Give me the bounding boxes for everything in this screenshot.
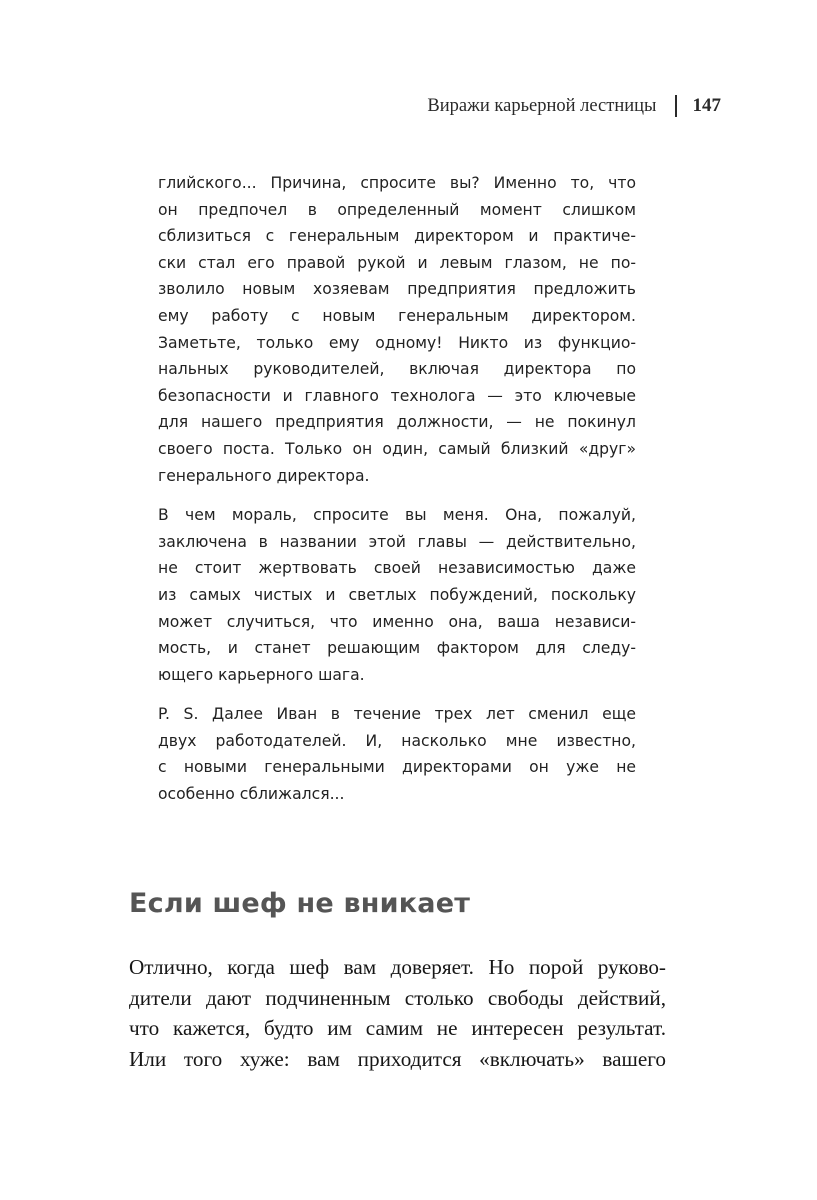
- text-line: Или того хуже: вам приходится «включать» вашего: [129, 1046, 666, 1071]
- text-line: дители дают подчиненным столько свободы действий,: [129, 985, 666, 1010]
- sidebar-paragraph: [158, 502, 636, 688]
- section-heading: Если шеф не вникает: [129, 888, 471, 919]
- text-line: безопасности и главного технолога — это ключевые: [158, 386, 636, 405]
- text-line: сблизиться с генеральным директором и практиче-: [158, 227, 636, 246]
- body-paragraph: [129, 952, 666, 1074]
- running-head: [427, 92, 721, 120]
- text-line: своего поста. Только он один, самый близкий «друг»: [158, 439, 636, 458]
- text-line: двух работодателей. И, насколько мне известно,: [158, 731, 636, 750]
- text-line: глийского... Причина, спросите вы? Именно то, что: [158, 174, 636, 192]
- running-title: Виражи карьерной лестницы: [427, 95, 657, 116]
- text-line: что кажется, будто им самим не интересен результат.: [129, 1016, 666, 1041]
- text-line: заключена в названии этой главы — действительно,: [158, 532, 636, 551]
- text-line: генерального директора.: [158, 466, 370, 485]
- text-line: мость, и станет решающим фактором для следу-: [158, 639, 636, 658]
- text-line: не стоит жертвовать своей независимостью даже: [158, 559, 636, 578]
- text-line: для нашего предприятия должности, — не покинул: [158, 413, 636, 432]
- text-line: ски стал его правой рукой и левым глазом, не по-: [158, 253, 636, 272]
- text-line: он предпочел в определенный момент слишком: [158, 200, 636, 219]
- text-line: нальных руководителей, включая директора по: [158, 360, 636, 379]
- text-line: Заметьте, только ему одному! Никто из функцио-: [158, 333, 636, 352]
- text-line: P. S. Далее Иван в течение трех лет сменил еще: [158, 705, 636, 724]
- page-number: 147: [692, 95, 721, 116]
- text-line: с новыми генеральными директорами он уже не: [158, 758, 636, 777]
- text-line: В чем мораль, спросите вы меня. Она, пожалуй,: [158, 506, 636, 525]
- sidebar-paragraph: [158, 170, 636, 489]
- text-line: может случиться, что именно она, ваша независи-: [158, 612, 636, 631]
- text-line: Отлично, когда шеф вам доверяет. Но порой руково-: [129, 955, 666, 979]
- text-line: зволило новым хозяевам предприятия предложить: [158, 280, 636, 299]
- sidebar-paragraph: [158, 701, 636, 807]
- header-separator: [675, 95, 677, 117]
- text-line: ющего карьерного шага.: [158, 665, 365, 684]
- text-line: из самых чистых и светлых побуждений, поскольку: [158, 585, 636, 604]
- case-study-text: [158, 170, 636, 821]
- text-line: ему работу с новым генеральным директором.: [158, 306, 636, 325]
- text-line: особенно сближался...: [158, 785, 345, 804]
